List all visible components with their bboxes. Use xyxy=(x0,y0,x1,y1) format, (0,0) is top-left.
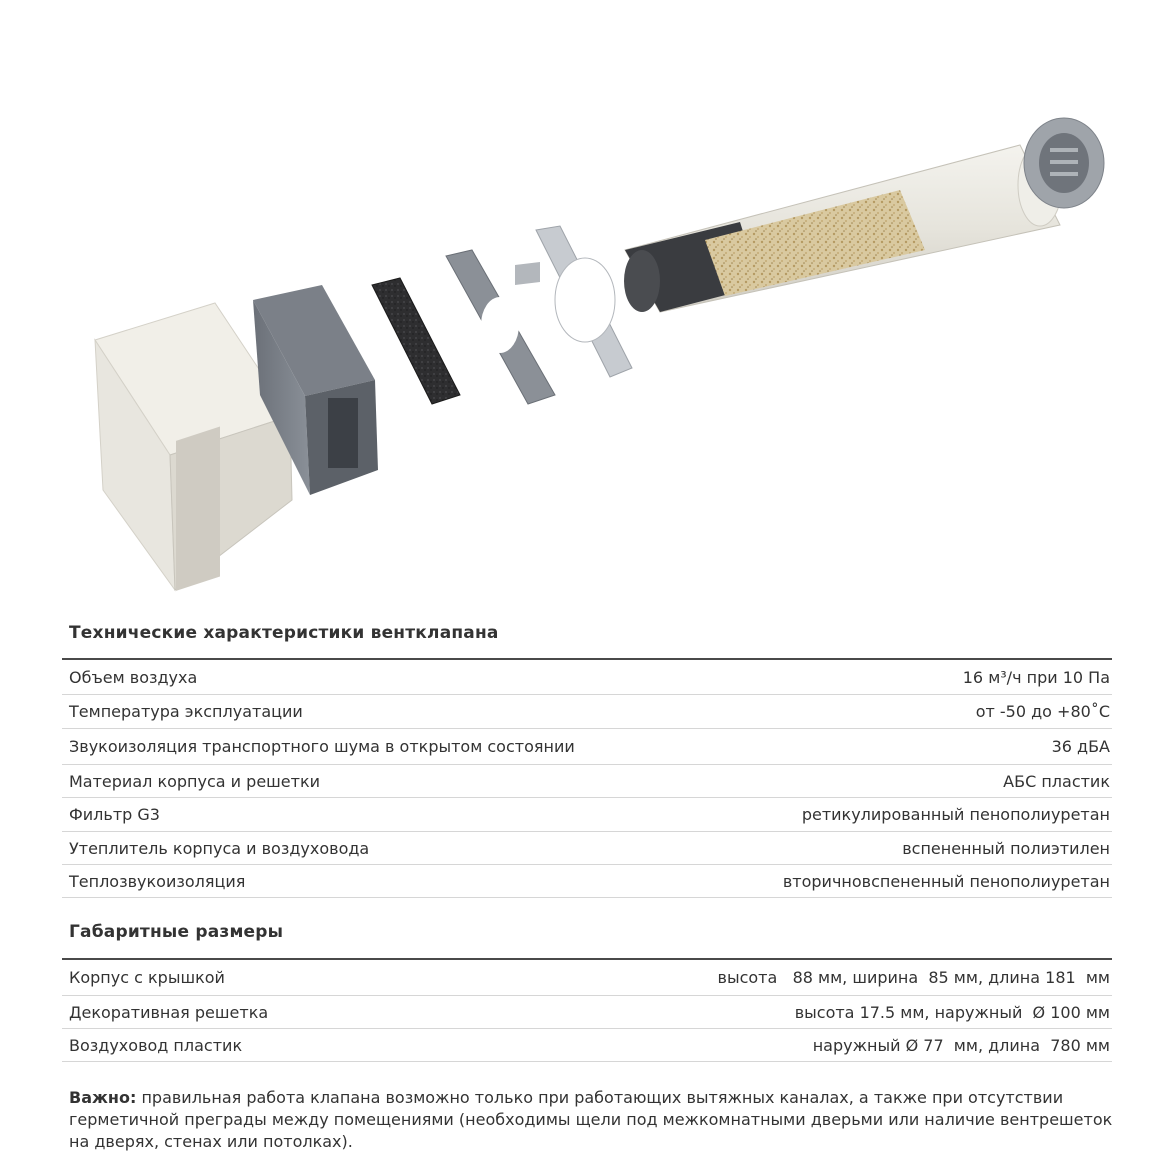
spec-value: от -50 до +80˚С xyxy=(975,702,1110,721)
spec-label: Температура эксплуатации xyxy=(69,702,303,721)
spec-value: ретикулированный пенополиуретан xyxy=(801,805,1110,824)
specs-title: Технические характеристики вентклапана xyxy=(69,623,499,643)
dimension-value: высота 17.5 мм, наружный Ø 100 мм xyxy=(794,1002,1110,1022)
table-row xyxy=(62,865,1112,898)
important-note xyxy=(69,1087,1114,1153)
spec-label: Звукоизоляция транспортного шума в открытом состоянии xyxy=(69,737,575,756)
duct-pipe xyxy=(624,144,1062,312)
spec-value: 16 м³/ч при 10 Па xyxy=(962,667,1110,687)
table-row xyxy=(62,798,1112,832)
table-row xyxy=(62,996,1112,1029)
dimensions-table xyxy=(62,958,1112,1062)
table-row xyxy=(62,832,1112,865)
note-text: правильная работа клапана возможно только при работающих вытяжных каналах, а также при отсутствии герметичной преграды между помещениями (необходимы щели под межкомнатными дверьми или наличие вентрешеток на дверях, стенах или потолках). xyxy=(69,1088,1113,1151)
note-label: Важно: xyxy=(69,1088,137,1107)
table-row xyxy=(62,695,1112,729)
dimension-value: высота 88 мм, ширина 85 мм, длина 181 мм xyxy=(717,968,1110,987)
dimension-label: Корпус с крышкой xyxy=(69,968,225,987)
table-row xyxy=(62,958,1112,996)
table-row xyxy=(62,658,1112,695)
table-row xyxy=(62,765,1112,798)
spec-value: вторичновспененный пенополиуретан xyxy=(782,871,1110,891)
dimension-value: наружный Ø 77 мм, длина 780 мм xyxy=(812,1035,1110,1055)
mounting-frame xyxy=(515,226,632,377)
spec-label: Материал корпуса и решетки xyxy=(69,771,321,791)
dimension-label: Воздуховод пластик xyxy=(69,1035,243,1055)
spec-value: вспененный полиэтилен xyxy=(902,838,1110,858)
table-row xyxy=(62,729,1112,765)
spec-label: Фильтр G3 xyxy=(69,805,160,824)
specs-table xyxy=(62,658,1112,898)
dimension-label: Декоративная решетка xyxy=(69,1002,269,1022)
spec-value: 36 дБА xyxy=(1051,737,1110,756)
round-grille xyxy=(1024,118,1104,208)
spec-value: АБС пластик xyxy=(1003,771,1110,791)
spec-label: Утеплитель корпуса и воздуховода xyxy=(69,838,370,858)
spec-label: Объем воздуха xyxy=(69,667,198,687)
spec-label: Теплозвукоизоляция xyxy=(69,871,246,891)
table-row xyxy=(62,1029,1112,1062)
foam-filter xyxy=(372,278,460,404)
dimensions-title: Габаритные размеры xyxy=(69,922,284,942)
